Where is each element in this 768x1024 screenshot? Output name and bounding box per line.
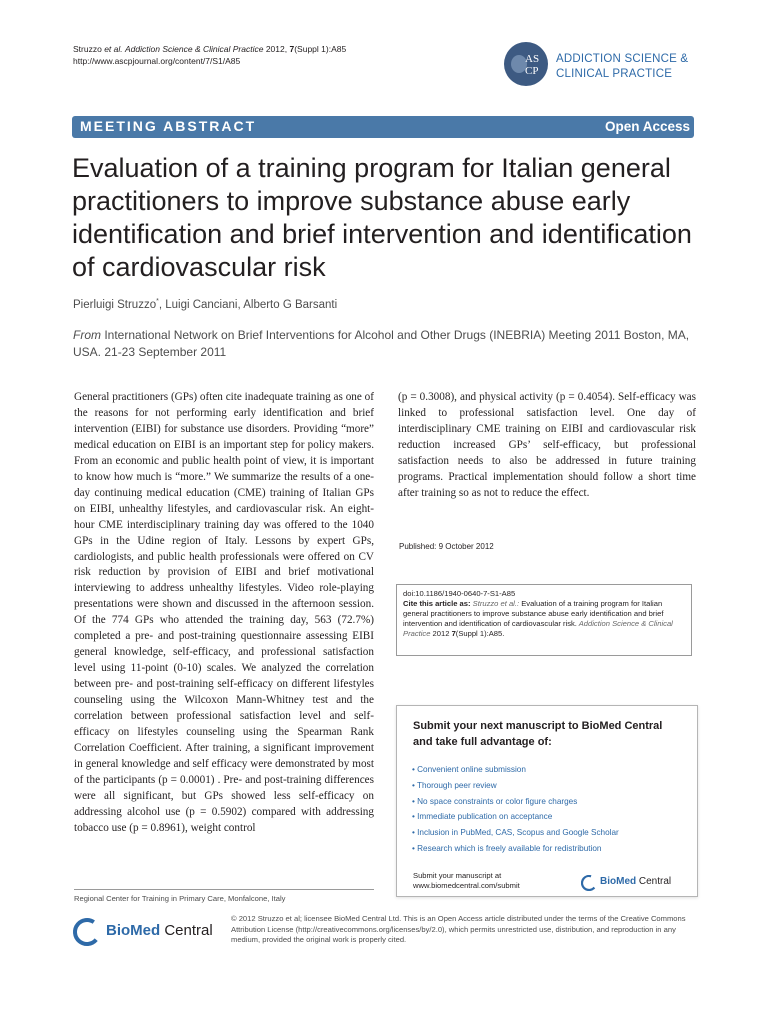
banner-label: MEETING ABSTRACT [80, 118, 257, 134]
promo-item: • Thorough peer review [412, 780, 497, 790]
cite-year: 2012 [430, 629, 450, 638]
citation-etal: et al. [104, 44, 123, 54]
promo-item: • Research which is freely available for redistribution [412, 843, 602, 853]
citation-volume: 7 [289, 44, 295, 54]
header-citation [73, 43, 346, 56]
promo-submit-text [413, 871, 520, 890]
abstract-column-1: General practitioners (GPs) often cite inadequate training as one of the reasons for not performing early identification and brief intervention (EIBI) for substance use disorders. Providing “more” medical education on EIBI is an important step for policy makers. From an economic and public health point of view, it is important to know how much is “more.” We summarize the results of a one-day continuing medical education (CME) training of Italian GPs on EIBI, unhealthy lifestyles, and cardiovascular risk. An eight-hour CME interdisciplinary training day was offered to the 1040 GPs in the Udine region of Italy. Lessons by expert GPs, cardiologists, and public health professionals were offered on CV risk reduction by provision of EIBI and brief motivational interviewing to address unhealthy lifestyles. Video role-playing presentations were shown and discussed in the afternoon session. Of the 774 GPs who attended the training day, 563 (72.7%) completed a pre- and post-training questionnaire assessing EIBI general knowledge, self-efficacy, and professional satisfaction level using 11-point (0-10) scales. We analyzed the correlation between pre- and post-training self-efficacy on different lifestyles counseling using the Wilcoxon Mann-Whitney test and the correlation between professional satisfaction level and self-efficacy on lifestyles counseling using the Spearman Rank Correlation Coefficient. After training, a significant improvement in general knowledge and self efficacy were demonstrated by most of the participants (p = 0.0001) . Pre- and post-training differences were all significant, but GPs showed less self-efficacy on addressing alcohol use (p = 0.5902) compared with addressing tobacco use (p = 0.8961), weight control [74, 391, 374, 834]
from-prefix: From [73, 328, 101, 342]
svg-text:CP: CP [525, 65, 539, 77]
author-list [73, 298, 337, 311]
corresponding-mark: * [156, 298, 159, 305]
promo-item: • Inclusion in PubMed, CAS, Scopus and Google Scholar [412, 828, 619, 838]
biomed-central-logo-text [600, 876, 671, 887]
citation-suppl: (Suppl 1):A85 [294, 44, 347, 54]
bmc-large-rest: Central [160, 922, 213, 939]
journal-logo-text [556, 52, 688, 82]
citation-authors: Struzzo [73, 44, 102, 54]
abstract-column-2: (p = 0.3008), and physical activity (p = 0.4054). Self-efficacy was linked to professional satisfaction level. One day of interdisciplinary CME training on EIBI and cardiovascular risk reduction increased GPs’ self-efficacy, but professional satisfaction needs to also be addressed in future training programs. Practical implementation should follow a short time after training so as not to reduce the effect. [398, 391, 696, 499]
journal-logo-line2: CLINICAL PRACTICE [556, 68, 673, 80]
biomed-central-footer-icon [72, 917, 102, 947]
citation-journal: Addiction Science & Clinical Practice [125, 44, 264, 54]
published-date: Published: 9 October 2012 [399, 542, 494, 551]
bmc-small-bold: BioMed [600, 876, 637, 887]
promo-item: • No space constraints or color figure charges [412, 796, 578, 806]
biomed-central-footer-text [106, 922, 213, 939]
cite-article-box [396, 584, 692, 656]
cite-suppl: (Suppl 1):A85. [455, 629, 505, 638]
author-first: Pierluigi Struzzo [73, 298, 157, 311]
author-rest: , Luigi Canciani, Alberto G Barsanti [158, 298, 338, 311]
article-title: Evaluation of a training program for Italian general practitioners to improve substance abuse early identification and brief intervention and identification of cardiovascular risk [72, 153, 692, 282]
promo-item: • Immediate publication on acceptance [412, 812, 553, 822]
journal-logo-line1: ADDICTION SCIENCE & [556, 53, 689, 65]
open-access-label: Open Access [604, 119, 690, 134]
cite-volume: 7 [449, 629, 456, 638]
promo-benefits-list [412, 762, 619, 857]
cite-journal: Addiction Science & Clinical Practice [403, 619, 673, 638]
bmc-large-bold: BioMed [106, 922, 161, 939]
from-text: International Network on Brief Interventions for Alcohol and Other Drugs (INEBRIA) Meeting 2011 Boston, MA, USA. 21-23 September 2011 [73, 328, 690, 359]
promo-submit-url[interactable]: www.biomedcentral.com/submit [413, 880, 520, 890]
journal-logo-icon [504, 42, 548, 86]
biomed-central-logo-icon [581, 875, 597, 891]
doi-text: doi:10.1186/1940-0640-7-S1-A85 [403, 589, 516, 598]
cite-text [403, 599, 685, 639]
license-text: © 2012 Struzzo et al; licensee BioMed Central Ltd. This is an Open Access article distributed under the terms of the Creative Commons Attribution License (http://creativecommons.org/licenses/by/2.0), which permits unrestricted use, distribution, and reproduction in any medium, provided the original work is properly cited. [231, 914, 686, 945]
footnote-divider [74, 889, 374, 890]
cite-label: Cite this article as: [403, 599, 471, 608]
promo-title: Submit your next manuscript to BioMed Central and take full advantage of: [413, 720, 663, 748]
cite-authors: Struzzo et al.: [472, 599, 520, 608]
citation-year: 2012, [265, 44, 288, 54]
meeting-source [73, 327, 693, 361]
bmc-small-rest: Central [636, 876, 672, 887]
cite-body: Evaluation of a training program for Italian general practitioners to improve substance abuse early identification and brief intervention and identification of cardiovascular risk. [403, 599, 664, 628]
article-url[interactable]: http://www.ascpjournal.org/content/7/S1/A85 [73, 56, 241, 66]
svg-text:AS: AS [525, 53, 540, 65]
promo-submit-line1: Submit your manuscript at [413, 871, 502, 880]
affiliation-text: Regional Center for Training in Primary Care, Monfalcone, Italy [74, 894, 286, 903]
promo-item: • Convenient online submission [412, 765, 526, 774]
